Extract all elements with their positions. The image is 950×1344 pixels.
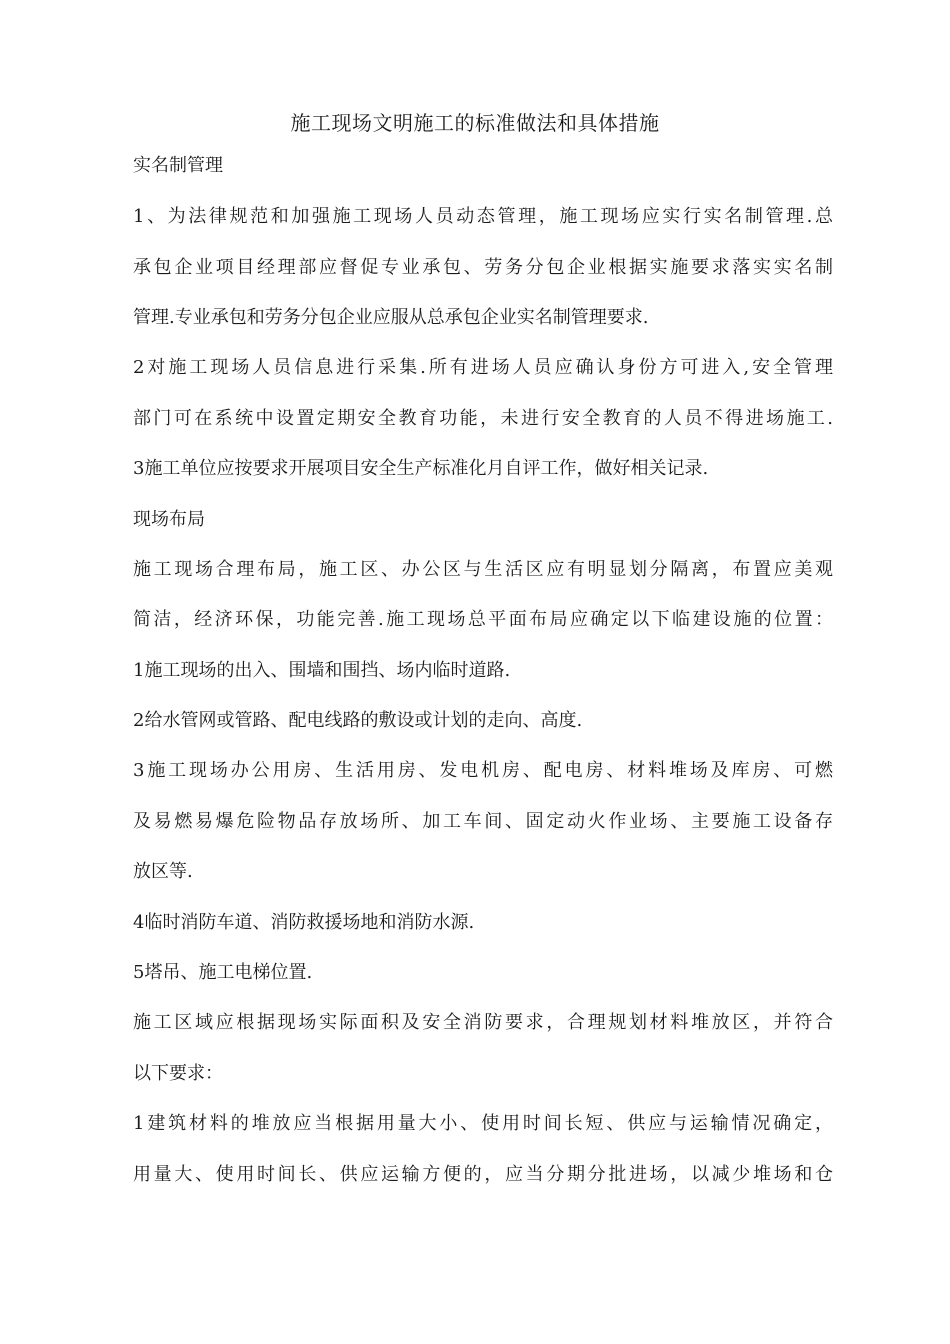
list-item-line: 5塔吊、施工电梯位置.	[133, 962, 313, 983]
paragraph-line: 1、为法律规范和加强施工现场人员动态管理，施工现场应实行实名制管理.总	[133, 206, 833, 227]
paragraph-line: 施工现场合理布局，施工区、办公区与生活区应有明显划分隔离，布置应美观	[133, 559, 833, 580]
list-item-line: 放区等.	[133, 861, 193, 882]
paragraph-line: 以下要求：	[133, 1063, 223, 1084]
list-item-line: 用量大、使用时间长、供应运输方便的，应当分期分批进场，以减少堆场和仓	[133, 1164, 833, 1185]
paragraph-line: 施工区域应根据现场实际面积及安全消防要求，合理规划材料堆放区，并符合	[133, 1012, 833, 1033]
list-item-line: 3施工现场办公用房、生活用房、发电机房、配电房、材料堆场及库房、可燃	[133, 760, 833, 781]
list-item-line: 1建筑材料的堆放应当根据用量大小、使用时间长短、供应与运输情况确定，	[133, 1113, 833, 1134]
list-item-line: 及易燃易爆危险物品存放场所、加工车间、固定动火作业场、主要施工设备存	[133, 811, 833, 832]
list-item-line: 1施工现场的出入、围墙和围挡、场内临时道路.	[133, 660, 511, 681]
paragraph-line: 管理.专业承包和劳务分包企业应服从总承包企业实名制管理要求.	[133, 307, 649, 328]
paragraph-line: 简洁，经济环保，功能完善.施工现场总平面布局应确定以下临建设施的位置：	[133, 609, 833, 630]
paragraph-line: 承包企业项目经理部应督促专业承包、劳务分包企业根据实施要求落实实名制	[133, 257, 833, 278]
document-title: 施工现场文明施工的标准做法和具体措施	[290, 111, 660, 135]
heading-real-name-management: 实名制管理	[133, 155, 223, 176]
list-item-line: 2给水管网或管路、配电线路的敷设或计划的走向、高度.	[133, 710, 583, 731]
list-item-line: 4临时消防车道、消防救援场地和消防水源.	[133, 912, 475, 933]
paragraph-line: 部门可在系统中设置定期安全教育功能，未进行安全教育的人员不得进场施工.	[133, 408, 833, 429]
paragraph-line: 2对施工现场人员信息进行采集.所有进场人员应确认身份方可进入,安全管理	[133, 357, 833, 378]
paragraph-line: 3施工单位应按要求开展项目安全生产标准化月自评工作，做好相关记录.	[133, 458, 709, 479]
heading-site-layout: 现场布局	[133, 509, 205, 530]
